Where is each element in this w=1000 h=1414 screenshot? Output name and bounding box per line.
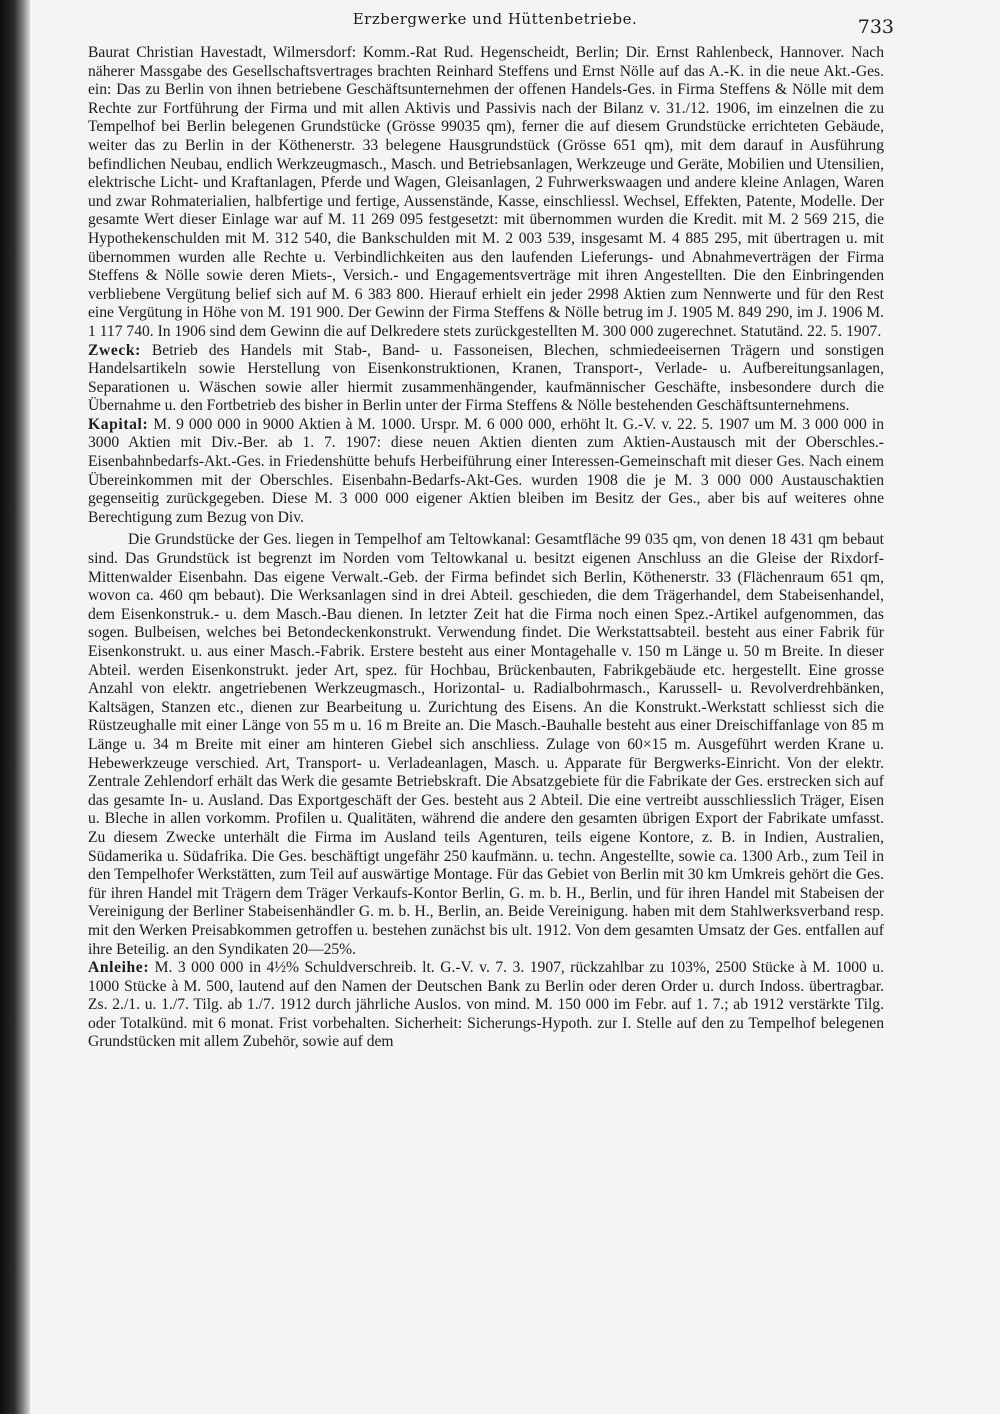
anleihe-text: M. 3 000 000 in 4½% Schuldverschreib. lt. G.-V. v. 7. 3. 1907, rückzahlbar zu 103%, 2500 Stücke à M. 1000 u. 1000 Stücke à M. 500, lautend auf den Namen der Deutschen Bank zu Berlin oder deren Order u. durch Indoss. übertragbar. Zs. 2./1. u. 1./7. Tilg. ab 1./7. 1912 durch jährliche Auslos. von mind. M. 150 000 im Febr. auf 1. 7.; ab 1912 verstärkte Tilg. oder Totalkünd. mit 6 monat. Frist vorbehalten. Sicherheit: Sicherungs-Hypoth. zur I. Stelle auf den zu Tempelhof belegenen Grundstücken mit allem Zubehör, sowie auf dem (88, 959, 885, 1051)
page-number: 733 (857, 16, 894, 38)
page-header (90, 8, 900, 38)
paragraph-founders-contribution: Baurat Christian Havestadt, Wilmersdorf: Komm.-Rat Rud. Hegenscheidt, Berlin; Dir. Ernst Rahlenbeck, Hannover. Nach näherer Massgabe des Gesellschaftsvertrages brachten Reinhard Steffens und Ernst Nölle auf das A.-K. in die neue Akt.-Ges. ein: Das zu Berlin von ihnen betriebene Geschäftsunternehmen der offenen Handels-Ges. in Firma Steffens & Nölle mit dem Rechte zur Fortführung der Firma und mit allen Aktivis und Passivis nach der Bilanz v. 31./12. 1906, im einzelnen die zu Tempelhof bei Berlin belegenen Grundstücke (Grösse 99035 qm), ferner die auf diesem Grundstücke errichteten Gebäude, weiter das zu Berlin in der Köthenerstr. 33 belegene Hausgrundstück (Grösse 651 qm), mit dem darauf in Ausführung befindlichen Neubau, endlich Werkzeugmasch., Masch. und Betriebsanlagen, Werkzeuge und Geräte, Mobilien und Utensilien, elektrische Licht- und Kraftanlagen, Pferde und Wagen, Gleisanlagen, 2 Fuhrwerkswaagen und andere kleine Anlagen, Waren und zwar Rohmaterialien, halbfertige und fertige, Aussenstände, Kasse, einschliessl. Wechsel, Effekten, Patente, Modelle. Der gesamte Wert dieser Einlage war auf M. 11 269 095 festgesetzt: mit übernommen wurden die Kredit. mit M. 2 569 215, die Hypothekenschulden mit M. 312 540, die Bankschulden mit M. 2 003 539, insgesamt M. 4 885 295, mit übertragen u. mit übernommen wurden alle Rechte u. Verbindlichkeiten aus den laufenden Lieferungs- und Abnahmeverträgen der Firma Steffens & Nölle sowie deren Miets-, Versich.- und Engagementsverträge mit ihren Angestellten. Die den Einbringenden verbliebene Vergütung belief sich auf M. 6 383 800. Hierauf erhielt ein jeder 2998 Aktien zum Nennwerte und für den Rest eine Vergütung in Höhe von M. 191 900. Der Gewinn der Firma Steffens & Nölle betrug im J. 1905 M. 849 290, im J. 1906 M. 1 117 740. In 1906 sind dem Gewinn die auf Delkredere stets zurückgestellten M. 300 000 zugerechnet. Statutänd. 22. 5. 1907. (88, 44, 884, 340)
paragraph-kapital (88, 416, 884, 528)
paragraph-zweck (88, 342, 884, 416)
kapital-text: M. 9 000 000 in 9000 Aktien à M. 1000. Urspr. M. 6 000 000, erhöht lt. G.-V. v. 22. 5. 1907 um M. 3 000 000 in 3000 Aktien mit Div.-Ber. ab 1. 7. 1907: diese neuen Aktien dienten zum Aktien-Austausch mit der Oberschles.-Eisenbahnbedarfs-Akt.-Ges. in Friedenshütte behufs Herbeiführung einer Interessen-Gemeinschaft mit dieser Ges. Nach einem Übereinkommen mit der Oberschles. Eisenbahn-Bedarfs-Akt-Ges. wurden 1908 die je M. 3 000 000 Austauschaktien gegenseitig zurückgegeben. Diese M. 3 000 000 eigener Aktien bleiben im Besitz der Ges., aber bis auf weiteres ohne Berechtigung zum Bezug von Div. (88, 415, 884, 526)
running-head: Erzbergwerke und Hüttenbetriebe. (352, 10, 638, 28)
scan-binding-edge (0, 0, 30, 1414)
paragraph-anleihe (88, 959, 884, 1052)
zweck-text: Betrieb des Handels mit Stab-, Band- u. Fassoneisen, Blechen, schmiedeeisernen Trägern und sonstigen Handelsartikeln sowie Herstellung von Eisenkonstruktionen, Kranen, Transport-, Verlade- u. Aufbereitungsanlagen, Separationen u. Wäschen sowie aller hiermit zusammenhängender, kaufmännischer Geschäfte, insbesondere durch die Übernahme u. den Fortbetrieb des bisher in Berlin unter der Firma Steffens & Nölle bestehenden Geschäftsunternehmens. (88, 341, 884, 415)
paragraph-grundstuecke: Die Grundstücke der Ges. liegen in Tempelhof am Teltowkanal: Gesamtfläche 99 035 qm, von denen 18 431 qm bebaut sind. Das Grundstück ist begrenzt im Norden vom Teltowkanal u. besitzt eigenen Anschluss an die Gleise der Rixdorf-Mittenwalder Eisenbahn. Das eigene Verwalt.-Geb. der Firma befindet sich Berlin, Köthenerstr. 33 (Flächenraum 651 qm, wovon ca. 460 qm bebaut). Die Werksanlagen sind in drei Abteil. geschieden, die dem Trägerhandel, dem Stabeisenhandel, dem Eisenkonstruk.- u. dem Masch.-Bau dienen. In letzter Zeit hat die Firma noch einen Spez.-Artikel aufgenommen, das sogen. Bulbeisen, welches bei Betondeckenkonstrukt. Verwendung findet. Die Werkstattsabteil. besteht aus einer Fabrik für Eisenkonstrukt. u. aus einer Masch.-Fabrik. Erstere besteht aus einer Montagehalle v. 150 m Länge u. 50 m Breite. In dieser Abteil. werden Eisenkonstrukt. jeder Art, spez. für Hochbau, Brückenbauten, Fabrikgebäude etc. hergestellt. Eine grosse Anzahl von elektr. angetriebenen Werkzeugmasch., Horizontal- u. Radialbohrmasch., Karussell- u. Revolverdrehbänken, Kaltsägen, Stanzen etc., dienen zur Bearbeitung u. Zurichtung des Eisens. An die Konstrukt.-Werkstatt schliesst sich die Rüstzeughalle mit einer Länge von 55 m u. 16 m Breite an. Die Masch.-Bauhalle besteht aus einer Dreischiffanlage von 85 m Länge u. 34 m Breite mit einer am hinteren Giebel sich anschliess. Zulage von 60×15 m. Ausgeführt werden Krane u. Hebewerkzeuge verschied. Art, Transport- u. Verladeanlagen, Masch. u. Apparate für Bergwerks-Einricht. Von der elektr. Zentrale Zehlendorf erhält das Werk die gesamte Betriebskraft. Die Absatzgebiete für die Fabrikate der Ges. erstrecken sich auf das gesamte In- u. Ausland. Das Exportgeschäft der Ges. besteht aus 2 Abteil. Die eine vertreibt ausschliesslich Träger, Eisen u. Bleche in allen vorkomm. Profilen u. Qualitäten, während die andere den gesamten übrigen Export der Fabrikate umfasst. Zu diesem Zwecke unterhält die Firma im Ausland teils Agenturen, teils eigene Kontore, z. B. in Indien, Australien, Südamerika u. Südafrika. Die Ges. beschäftigt ungefähr 250 kaufmänn. u. techn. Angestellte, sowie ca. 1300 Arb., zum Teil in den Tempelhofer Werkstätten, zum Teil auf auswärtige Montage. Für das Gebiet von Berlin mit 30 km Umkreis gehört die Ges. für ihren Handel mit Trägern dem Träger Verkaufs-Kontor Berlin, G. m. b. H., Berlin, und für ihren Handel mit Stabeisen der Vereinigung der Berliner Stabeisenhändler G. m. b. H., Berlin, an. Beide Vereinigung. haben mit dem Stahlwerksverband resp. mit den Werken Preisabkommen getroffen u. bestehen zunächst bis ult. 1912. Von dem gesamten Umsatz der Ges. entfallen auf ihre Beteilig. an den Syndikaten 20—25%. (88, 531, 884, 958)
zweck-label: Zweck: (88, 341, 141, 359)
anleihe-label: Anleihe: (88, 959, 150, 977)
kapital-label: Kapital: (88, 415, 149, 433)
page-body (88, 44, 884, 1052)
